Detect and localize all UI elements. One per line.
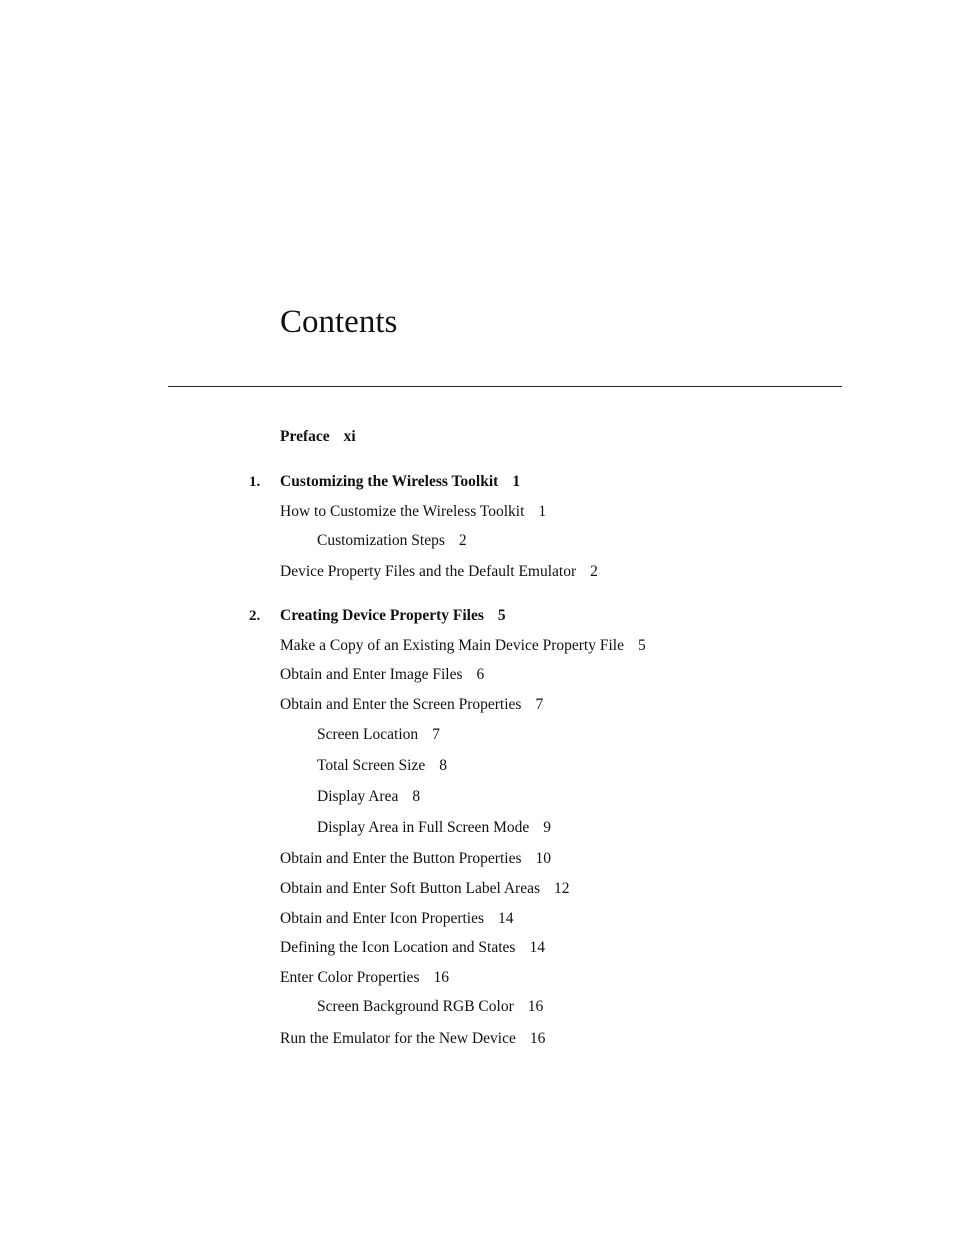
toc-entry-title: Preface	[280, 428, 330, 445]
toc-entry-title: Defining the Icon Location and States	[280, 939, 516, 956]
title-divider	[168, 386, 842, 387]
toc-entry-title: Obtain and Enter the Screen Properties	[280, 696, 522, 713]
toc-chapter-2[interactable]	[280, 606, 506, 626]
toc-entry-title: Total Screen Size	[317, 757, 426, 774]
toc-entry-page: xi	[343, 428, 356, 445]
toc-entry-title: Display Area in Full Screen Mode	[317, 819, 530, 836]
toc-entry-title: Obtain and Enter Soft Button Label Areas	[280, 880, 540, 897]
chapter-number: 1.	[249, 474, 261, 490]
toc-entry[interactable]	[280, 1029, 545, 1049]
toc-entry[interactable]	[280, 502, 546, 522]
toc-entry-title: Obtain and Enter Icon Properties	[280, 910, 485, 927]
toc-entry-page: 2	[458, 532, 467, 549]
toc-entry-page: 5	[637, 637, 646, 654]
toc-entry-title: Obtain and Enter the Button Properties	[280, 850, 522, 867]
toc-entry[interactable]	[280, 849, 551, 869]
toc-entry-title: Screen Background RGB Color	[317, 998, 514, 1015]
toc-entry-title: Display Area	[317, 788, 399, 805]
toc-entry-page: 14	[529, 939, 545, 956]
toc-entry-page: 9	[543, 819, 551, 836]
page-title: Contents	[280, 304, 398, 340]
toc-entry[interactable]	[280, 879, 570, 899]
toc-entry-title: Make a Copy of an Existing Main Device Property File	[280, 637, 624, 654]
toc-entry-title: Customizing the Wireless Toolkit	[280, 473, 499, 490]
toc-entry[interactable]	[280, 636, 646, 656]
toc-subentry[interactable]	[317, 725, 440, 745]
toc-subentry[interactable]	[317, 531, 467, 551]
toc-entry-title: Customization Steps	[317, 532, 445, 549]
toc-entry-page: 5	[497, 607, 506, 624]
toc-entry[interactable]	[280, 562, 598, 582]
toc-entry-page: 10	[535, 850, 551, 867]
toc-entry[interactable]	[280, 968, 449, 988]
toc-entry-page: 7	[535, 696, 544, 713]
toc-entry-title: Device Property Files and the Default Emulator	[280, 563, 577, 580]
toc-entry-page: 12	[554, 880, 570, 897]
toc-entry-page: 8	[439, 757, 447, 774]
toc-entry-title: Screen Location	[317, 726, 419, 743]
toc-entry-page: 16	[527, 998, 544, 1015]
toc-entry-title: Enter Color Properties	[280, 969, 420, 986]
toc-entry-title: How to Customize the Wireless Toolkit	[280, 503, 525, 520]
toc-entry[interactable]	[280, 938, 545, 958]
toc-entry[interactable]	[280, 909, 514, 929]
toc-chapter-1[interactable]	[280, 472, 520, 492]
toc-subentry[interactable]	[317, 756, 447, 776]
toc-subentry[interactable]	[317, 818, 551, 838]
toc-entry-title: Run the Emulator for the New Device	[280, 1030, 516, 1047]
toc-entry-page: 16	[433, 969, 449, 986]
toc-entry-page: 1	[512, 473, 521, 490]
toc-entry-title: Creating Device Property Files	[280, 607, 484, 624]
toc-entry-page: 8	[412, 788, 421, 805]
chapter-number: 2.	[249, 608, 261, 624]
toc-entry[interactable]	[280, 665, 484, 685]
toc-subentry[interactable]	[317, 997, 543, 1017]
toc-entry-title: Obtain and Enter Image Files	[280, 666, 463, 683]
toc-entry-page: 6	[476, 666, 485, 683]
toc-subentry[interactable]	[317, 787, 420, 807]
toc-entry-page: 7	[432, 726, 440, 743]
toc-entry[interactable]	[280, 695, 543, 715]
toc-entry-page: 2	[590, 563, 598, 580]
toc-entry-page: 14	[498, 910, 514, 927]
toc-entry-page: 1	[538, 503, 547, 520]
toc-entry-preface[interactable]	[280, 427, 356, 447]
toc-entry-page: 16	[529, 1030, 546, 1047]
